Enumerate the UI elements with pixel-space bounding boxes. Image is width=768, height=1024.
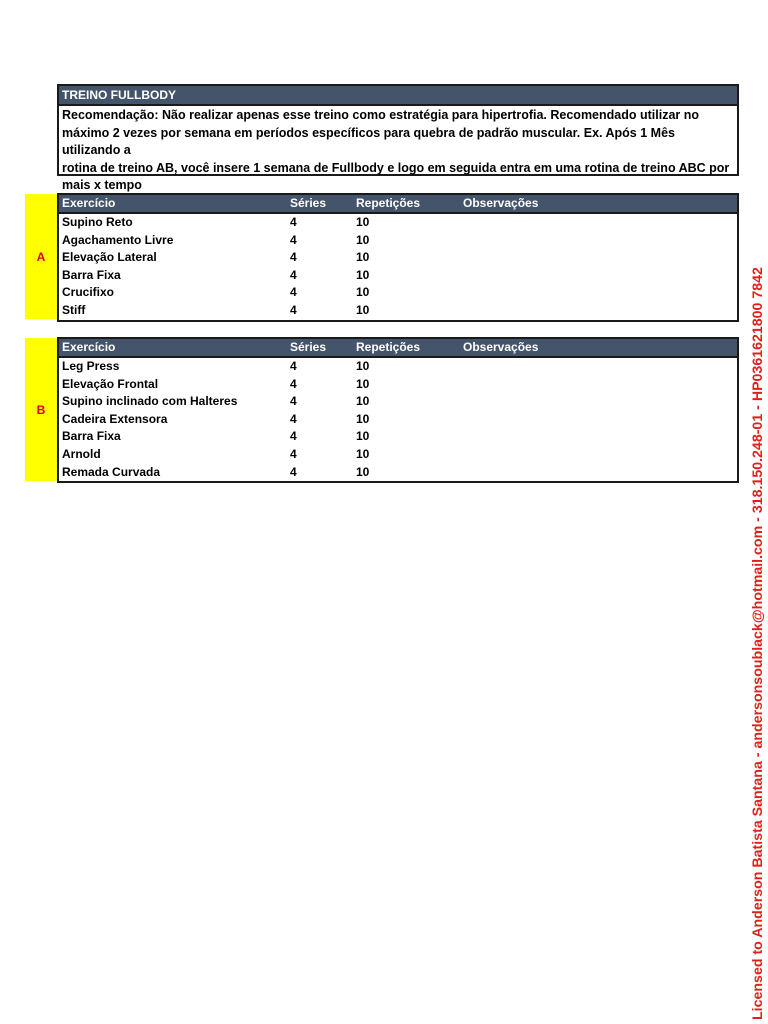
reps-cell: 10 bbox=[356, 359, 370, 373]
series-cell: 4 bbox=[290, 302, 297, 317]
col-series-header: Séries bbox=[290, 196, 327, 210]
col-exercise-header: Exercício bbox=[62, 196, 116, 210]
license-watermark: Licensed to Anderson Batista Santana - andersonsoublack@hotmail.com - 318.150.248-01 - HP0361621800 7842 bbox=[750, 267, 766, 1020]
exercise-cell: Stiff bbox=[62, 302, 86, 317]
col-notes-header: Observações bbox=[463, 196, 539, 210]
reps-cell: 10 bbox=[356, 446, 370, 461]
series-cell: 4 bbox=[290, 285, 297, 300]
series-cell: 4 bbox=[290, 232, 297, 247]
col-reps-header: Repetições bbox=[356, 196, 421, 210]
exercise-cell: Cadeira Extensora bbox=[62, 411, 168, 426]
table-header bbox=[59, 195, 737, 214]
series-cell: 4 bbox=[290, 359, 297, 373]
table-header bbox=[59, 339, 737, 358]
table-row bbox=[59, 249, 737, 267]
recommendation-line: máximo 2 vezes por semana em períodos específicos para quebra de padrão muscular. Ex. Após 1 Mês utilizando a bbox=[62, 125, 675, 157]
series-cell: 4 bbox=[290, 250, 297, 265]
series-cell: 4 bbox=[290, 215, 297, 229]
workout-a-table bbox=[57, 193, 739, 322]
table-row bbox=[59, 464, 737, 482]
col-notes-header: Observações bbox=[463, 340, 539, 354]
series-cell: 4 bbox=[290, 464, 297, 479]
reps-cell: 10 bbox=[356, 302, 370, 317]
recommendation-line: Recomendação: Não realizar apenas esse treino como estratégia para hipertrofia. Recomendado utilizar no bbox=[62, 108, 699, 122]
reps-cell: 10 bbox=[356, 394, 370, 409]
col-reps-header: Repetições bbox=[356, 340, 421, 354]
table-row bbox=[59, 428, 737, 446]
exercise-cell: Supino Reto bbox=[62, 215, 133, 229]
exercise-cell: Supino inclinado com Halteres bbox=[62, 394, 238, 409]
exercise-cell: Barra Fixa bbox=[62, 267, 121, 282]
workout-b-table bbox=[57, 337, 739, 483]
reps-cell: 10 bbox=[356, 267, 370, 282]
workout-a-label: A bbox=[25, 194, 57, 319]
reps-cell: 10 bbox=[356, 464, 370, 479]
reps-cell: 10 bbox=[356, 411, 370, 426]
series-cell: 4 bbox=[290, 429, 297, 444]
reps-cell: 10 bbox=[356, 215, 370, 229]
workout-b-label: B bbox=[25, 338, 57, 481]
table-row bbox=[59, 393, 737, 411]
exercise-cell: Leg Press bbox=[62, 359, 120, 373]
recommendation-box bbox=[57, 84, 739, 192]
series-cell: 4 bbox=[290, 394, 297, 409]
table-row bbox=[59, 411, 737, 429]
exercise-cell: Crucifixo bbox=[62, 285, 115, 300]
table-row bbox=[59, 284, 737, 302]
recommendation-line: rotina de treino AB, você insere 1 semana de Fullbody e logo em seguida entra em uma rotina de treino ABC por bbox=[62, 160, 730, 175]
table-row bbox=[59, 214, 737, 232]
exercise-cell: Elevação Frontal bbox=[62, 376, 159, 391]
col-exercise-header: Exercício bbox=[62, 340, 116, 354]
exercise-cell: Remada Curvada bbox=[62, 464, 161, 479]
series-cell: 4 bbox=[290, 267, 297, 282]
exercise-cell: Elevação Lateral bbox=[62, 250, 157, 265]
reps-cell: 10 bbox=[356, 250, 370, 265]
table-row bbox=[59, 232, 737, 250]
col-series-header: Séries bbox=[290, 340, 327, 354]
exercise-cell: Barra Fixa bbox=[62, 429, 121, 444]
workout-title: TREINO FULLBODY bbox=[59, 86, 737, 106]
series-cell: 4 bbox=[290, 376, 297, 391]
exercise-cell: Agachamento Livre bbox=[62, 232, 174, 247]
series-cell: 4 bbox=[290, 446, 297, 461]
reps-cell: 10 bbox=[356, 429, 370, 444]
table-row bbox=[59, 446, 737, 464]
series-cell: 4 bbox=[290, 411, 297, 426]
table-row bbox=[59, 267, 737, 285]
reps-cell: 10 bbox=[356, 232, 370, 247]
table-row bbox=[59, 358, 737, 376]
recommendation-text bbox=[59, 106, 737, 195]
table-row bbox=[59, 302, 737, 320]
recommendation-line: mais x tempo bbox=[62, 178, 142, 192]
table-row bbox=[59, 376, 737, 394]
reps-cell: 10 bbox=[356, 285, 370, 300]
exercise-cell: Arnold bbox=[62, 446, 101, 461]
reps-cell: 10 bbox=[356, 376, 370, 391]
